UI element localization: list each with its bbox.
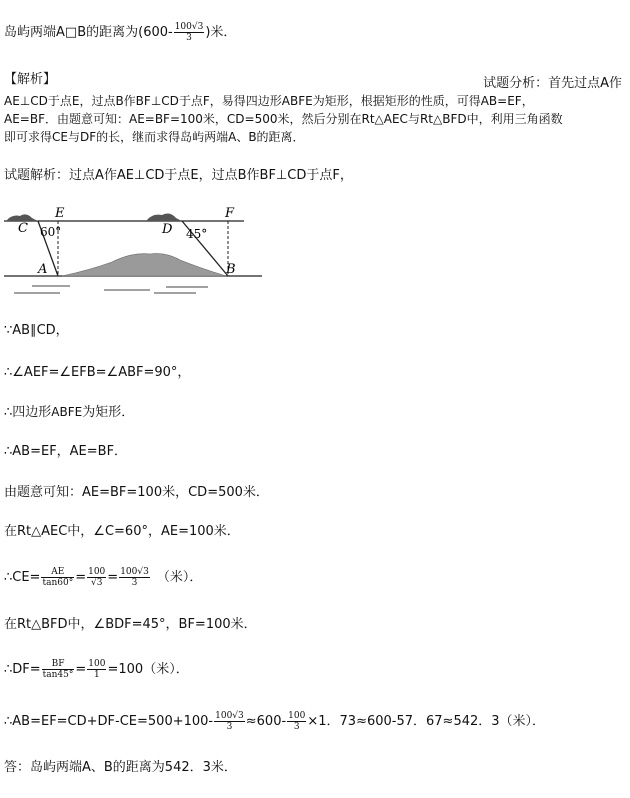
text-segment: 岛屿两端A bbox=[4, 25, 65, 40]
solution-intro: 试题解析：过点A作AE⊥CD于点E，过点B作BF⊥CD于点F， bbox=[4, 168, 353, 183]
step-line: 在Rt△AEC中，∠C=60°，AE=100米． bbox=[4, 524, 240, 539]
denominator: 3 bbox=[186, 33, 192, 43]
fraction bbox=[287, 711, 306, 732]
step-line-ce bbox=[4, 567, 202, 588]
text-segment: ∴AB=EF=CD+DF-CE=500+100- bbox=[4, 714, 214, 729]
text-segment: = bbox=[75, 662, 87, 677]
label-c: C bbox=[18, 221, 28, 236]
analysis-heading: 【解析】 bbox=[4, 72, 57, 87]
final-answer: 答：岛屿两端A、B的距离为542．3米． bbox=[4, 760, 237, 775]
label-f: F bbox=[225, 206, 235, 221]
rock-right bbox=[146, 214, 182, 221]
denominator: 3 bbox=[131, 578, 138, 588]
fraction bbox=[41, 567, 74, 588]
fraction bbox=[87, 567, 106, 588]
angle-45-label: 45° bbox=[186, 227, 208, 241]
text-segment: （米）． bbox=[156, 570, 203, 585]
fraction bbox=[119, 567, 150, 588]
fraction bbox=[174, 22, 205, 43]
step-line: ∵AB∥CD， bbox=[4, 323, 69, 338]
label-b: B bbox=[226, 262, 236, 277]
step-line-df bbox=[4, 659, 189, 680]
denominator: 3 bbox=[293, 722, 300, 732]
numerator: 100 bbox=[88, 567, 106, 577]
island-shape bbox=[62, 254, 226, 276]
step-line: ∴AB=EF，AE=BF． bbox=[4, 444, 128, 459]
text-segment: ∴DF= bbox=[4, 662, 41, 677]
text-segment: 为矩形． bbox=[82, 405, 135, 420]
label-d: D bbox=[162, 222, 173, 237]
text-segment: ≈600- bbox=[245, 714, 287, 729]
answer-line bbox=[4, 22, 236, 43]
step-line: ∴∠AEF=∠EFB=∠ABF=90°， bbox=[4, 365, 191, 380]
geometry-figure bbox=[0, 200, 270, 300]
text-segment: ×1．73≈600-57．67≈542．3（米）． bbox=[307, 714, 546, 729]
rock-left bbox=[6, 214, 38, 221]
text-segment: ∴CE= bbox=[4, 570, 41, 585]
text-segment: )米． bbox=[205, 25, 237, 40]
label-a: A bbox=[38, 262, 48, 277]
analysis-text-line: AE=BF．由题意可知：AE=BF=100米，CD=500米，然后分别在Rt△AEC与Rt△BFD中，利用三角函数 bbox=[4, 112, 563, 126]
denominator: tan45° bbox=[42, 670, 74, 680]
fraction bbox=[214, 711, 245, 732]
text-segment: = bbox=[75, 570, 87, 585]
numerator: AE bbox=[41, 567, 74, 578]
numerator: 100√3 bbox=[174, 22, 204, 32]
missing-glyph: □ bbox=[64, 25, 78, 40]
text-segment: ∴四边形 bbox=[4, 405, 52, 420]
step-line-ab bbox=[4, 711, 545, 732]
denominator: √3 bbox=[90, 578, 103, 588]
angle-60-label: 60° bbox=[40, 225, 62, 239]
text-segment: ABFE bbox=[51, 405, 83, 419]
analysis-text-line: 即可求得CE与DF的长，继而求得岛屿两端A、B的距离． bbox=[4, 130, 305, 144]
step-line: 由题意可知：AE=BF=100米，CD=500米． bbox=[4, 485, 269, 500]
step-line bbox=[4, 404, 134, 421]
analysis-text-line: AE⊥CD于点E，过点B作BF⊥CD于点F，易得四边形ABFE为矩形，根据矩形的性质，可得AB=EF， bbox=[4, 94, 534, 108]
numerator: 100 bbox=[288, 711, 306, 721]
step-line: 在Rt△BFD中，∠BDF=45°，BF=100米． bbox=[4, 617, 257, 632]
numerator: BF bbox=[42, 659, 75, 670]
text-segment: B的距离为(600- bbox=[77, 25, 173, 40]
denominator: 1 bbox=[94, 670, 100, 680]
label-e: E bbox=[55, 206, 65, 221]
numerator: 100√3 bbox=[215, 711, 244, 721]
numerator: 100 bbox=[88, 659, 106, 669]
denominator: 3 bbox=[226, 722, 233, 732]
analysis-intro: 试题分析：首先过点A作 bbox=[483, 76, 622, 91]
denominator: tan60° bbox=[42, 578, 74, 588]
text-segment: =100（米）． bbox=[107, 662, 189, 677]
numerator: 100√3 bbox=[120, 567, 149, 577]
fraction bbox=[42, 659, 75, 680]
text-segment: = bbox=[107, 570, 119, 585]
fraction bbox=[87, 659, 106, 680]
